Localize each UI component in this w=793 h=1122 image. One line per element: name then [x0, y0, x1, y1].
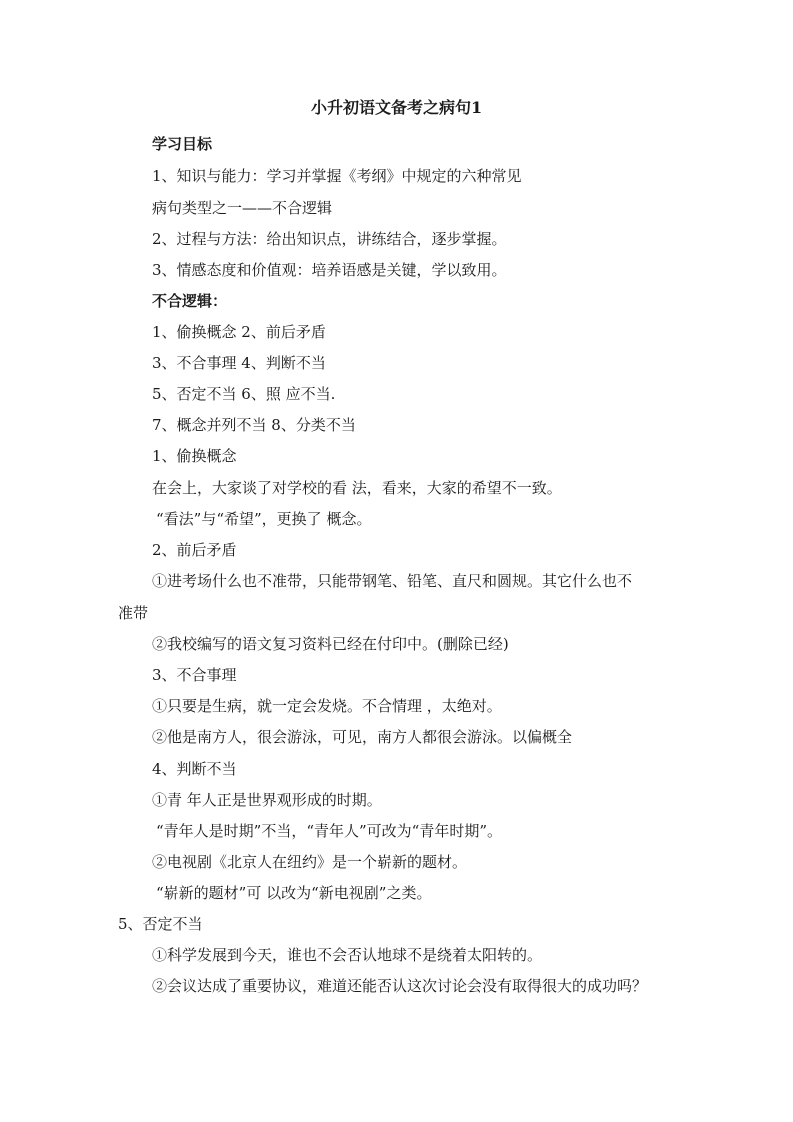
section-4-example-2: ②电视剧《北京人在纽约》是一个崭新的题材。 [152, 853, 468, 871]
section-4-title: 4、判断不当 [152, 760, 237, 778]
logic-list-2: 3、不合事理 4、判断不当 [152, 354, 326, 372]
section-5-title: 5、否定不当 [118, 915, 203, 933]
section-2-example-2: ②我校编写的语文复习资料已经在付印中。(删除已经) [152, 635, 509, 653]
page-title: 小升初语文备考之病句1 [311, 98, 483, 117]
section-2-example-1-line-2: 准带 [118, 604, 149, 622]
section-4-note-2: “崭新的题材”可 以改为“新电视剧”之类。 [156, 884, 432, 902]
section-5-example-1: ①科学发展到今天，谁也不会否认地球不是绕着太阳转的。 [152, 946, 543, 964]
section-3-title: 3、不合事理 [152, 666, 237, 684]
objective-1-line-1: 1、知识与能力：学习并掌握《考纲》中规定的六种常见 [152, 167, 522, 185]
logic-list-4: 7、概念并列不当 8、分类不当 [152, 416, 356, 434]
section-2-title: 2、前后矛盾 [152, 541, 237, 559]
objectives-heading: 学习目标 [152, 135, 213, 153]
objective-1-line-2: 病句类型之一——不合逻辑 [152, 199, 333, 217]
section-3-example-1: ①只要是生病，就一定会发烧。不合情理 ，太绝对。 [152, 697, 502, 715]
objective-3: 3、情感态度和价值观：培养语感是关键，学以致用。 [152, 261, 507, 279]
logic-list-3: 5、否定不当 6、照 应不当. [152, 385, 336, 403]
section-1-title: 1、偷换概念 [152, 447, 237, 465]
section-1-note: “看法”与“希望”，更换了 概念。 [156, 510, 372, 528]
section-1-example: 在会上，大家谈了对学校的看 法，看来，大家的希望不一致。 [152, 479, 562, 497]
objective-2: 2、过程与方法：给出知识点，讲练结合，逐步掌握。 [152, 230, 507, 248]
section-2-example-1-line-1: ①进考场什么也不准带，只能带钢笔、铅笔、直尺和圆规。其它什么也不 [152, 572, 633, 590]
section-3-example-2: ②他是南方人，很会游泳，可见，南方人都很会游泳。以偏概全 [152, 728, 573, 746]
section-4-note-1: “青年人是时期”不当，“青年人”可改为“青年时期”。 [156, 822, 503, 840]
section-4-example-1: ①青 年人正是世界观形成的时期。 [152, 791, 382, 809]
logic-list-1: 1、偷换概念 2、前后矛盾 [152, 323, 326, 341]
logic-heading: 不合逻辑： [152, 292, 228, 310]
section-5-example-2: ②会议达成了重要协议，难道还能否认这次讨论会没有取得很大的成功吗？ [152, 977, 648, 995]
